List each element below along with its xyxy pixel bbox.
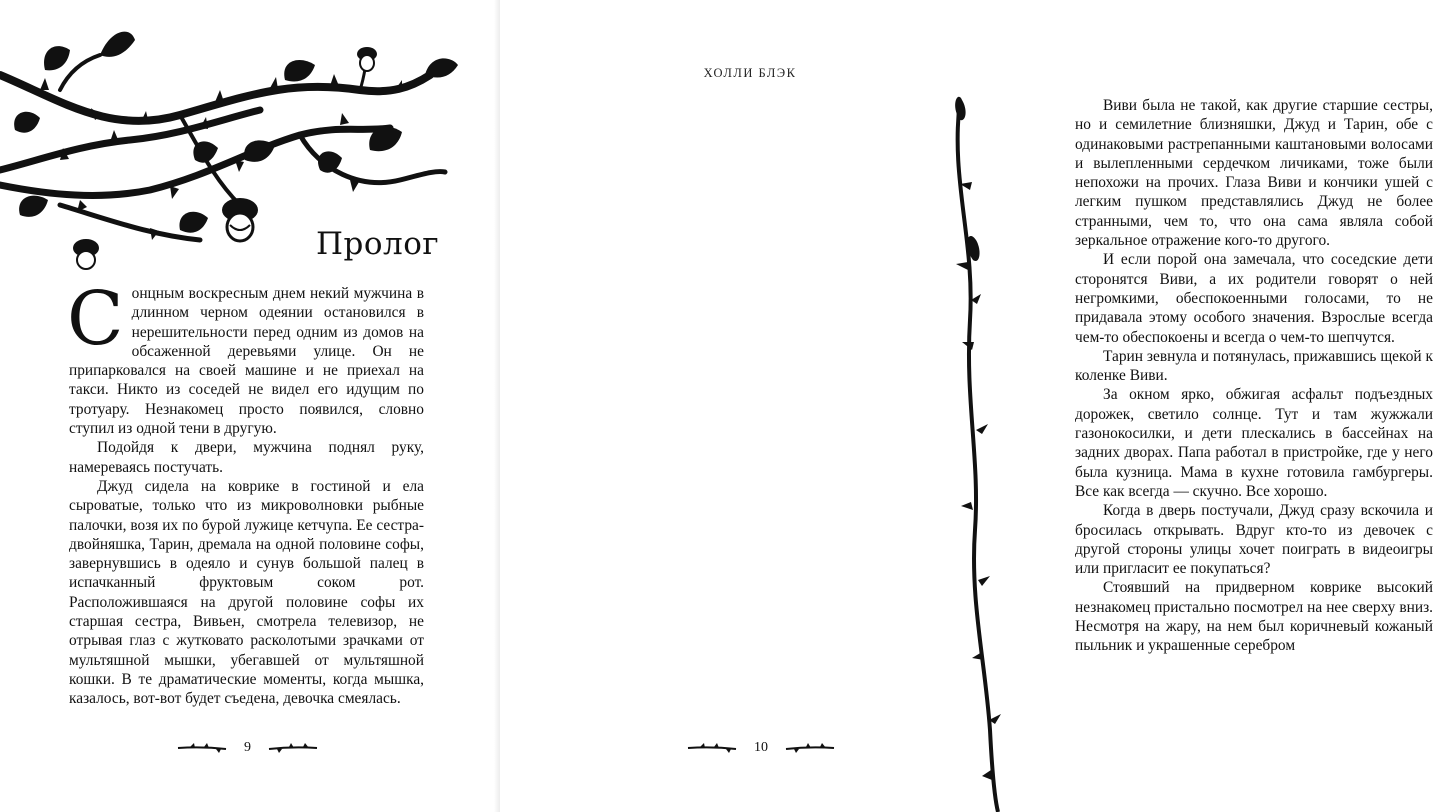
page-number: 9 bbox=[244, 740, 251, 755]
right-page-folio bbox=[688, 737, 834, 759]
drop-cap: С bbox=[67, 276, 124, 362]
right-page bbox=[500, 0, 1433, 812]
paragraph: И если порой она замечала, что соседские дети сторонятся Виви, а их родители говорят о ней негромкими, обеспокоенными голосами, то не придавала этому особого значения. Взрослые всегда чем-то обеспокоены и всегда о чем-то шепчутся. bbox=[1075, 251, 1433, 346]
paragraph: Когда в дверь постучали, Джуд сразу вскочила и бросилась открывать. Вдруг кто-то из девочек с другой стороны улицы хочет поиграть в видеоигры или пригласит ее покупаться? bbox=[1075, 502, 1433, 578]
paragraph-text: онцным воскресным днем некий мужчина в длинном черном одеянии остановился в нерешительности перед одним из домов на обсаженной деревьями улице. Он не припарковался на своей машине и не приехал на такси. Никто из соседей не видел его идущим по тротуару. Незнакомец просто появился, словно ступил из одной тени в другую. bbox=[69, 285, 424, 438]
thorn-flourish-icon bbox=[688, 743, 736, 753]
thorn-flourish-icon bbox=[269, 743, 317, 753]
paragraph: Джуд сидела на коврике в гостиной и ела сыроватые, только что из микроволновки рыбные палочки, возя их по бурой лужице кетчупа. Ее сестра-двойняшка, Тарин, дремала на одной половине софы, завернувшись в одеяло и сунув большой палец в испачканный фруктовым соком рот. Расположившаяся на другой половине софы их старшая сестра, Вивьен, смотрела телевизор, не отрывая глаз с жутковато расколотыми зрачками от мультяшной мышки, убегавшей от мультяшной кошки. В те драматические моменты, когда мышка, казалось, вот-вот будет съедена, девочка смеялась. bbox=[69, 477, 424, 708]
thorn-flourish-icon bbox=[786, 743, 834, 753]
thorny-vine-ornament bbox=[940, 100, 1000, 812]
paragraph bbox=[67, 276, 424, 438]
paragraph: Стоявший на придверном коврике высокий незнакомец пристально посмотрел на нее сверху вниз. Несмотря на жару, на нем был коричневый кожаный пыльник и украшенные серебром bbox=[1075, 579, 1433, 655]
left-page-folio bbox=[178, 737, 317, 759]
paragraph: Тарин зевнула и потянулась, прижавшись щекой к коленке Виви. bbox=[1075, 347, 1433, 385]
right-page-body bbox=[1075, 96, 1433, 656]
paragraph: Виви была не такой, как другие старшие сестры, но и семилетние близняшки, Джуд и Тарин, обе с одинаковыми растрепанными каштановыми волосами и вылепленными сердечком личиками, тоже были непохожи на прочих. Глаза Виви и кончики ушей с легким пушком представлялись Джуд не более странными, чем то, что она сама являла собой зеркальное отражение кого-то другого. bbox=[1075, 97, 1433, 250]
running-head: ХОЛЛИ БЛЭК bbox=[703, 66, 797, 80]
chapter-title: Пролог bbox=[316, 226, 440, 262]
thorn-flourish-icon bbox=[178, 743, 226, 753]
left-page-body bbox=[67, 276, 424, 709]
paragraph: За окном ярко, обжигая асфальт подъездных дорожек, светило солнце. Тут и там жужжали газонокосилки, и дети плескались в бассейнах на задних дворах. Папа работал в пристройке, где у него была кузница. Мама в кухне готовила гамбургеры. Все как всегда — скучно. Все хорошо. bbox=[1075, 386, 1433, 500]
left-page bbox=[0, 0, 500, 812]
paragraph: Подойдя к двери, мужчина поднял руку, намереваясь постучать. bbox=[69, 439, 424, 476]
page-number: 10 bbox=[754, 740, 768, 755]
